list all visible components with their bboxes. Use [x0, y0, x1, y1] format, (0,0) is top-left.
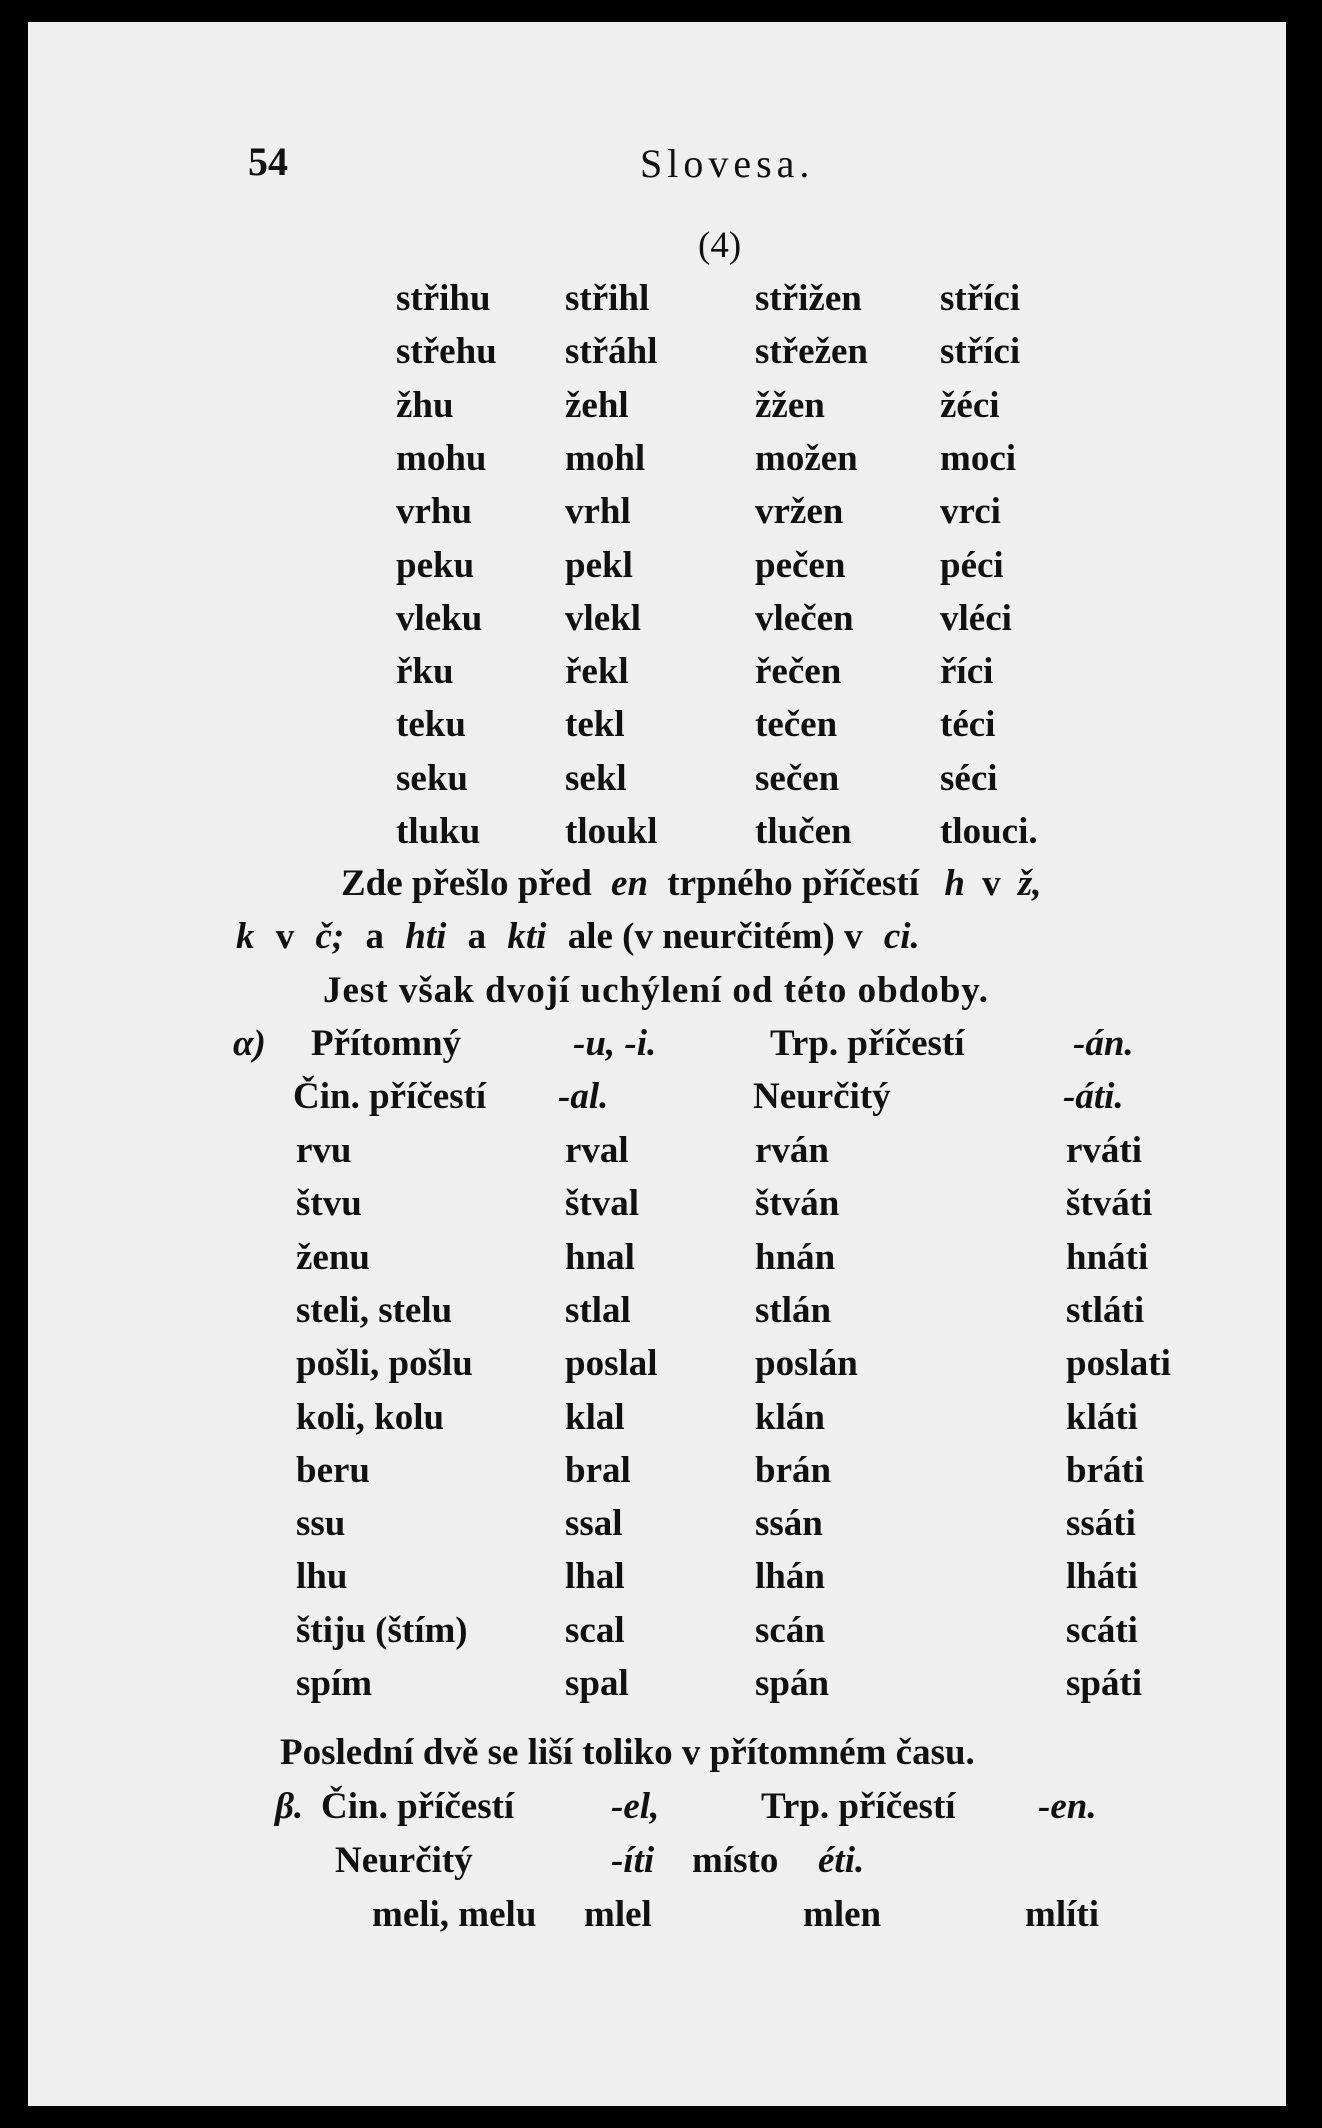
note-letter: č; — [315, 916, 345, 957]
note-letter: h — [944, 863, 965, 904]
table-cell: bráti — [1066, 1449, 1145, 1491]
table-cell: poslán — [755, 1343, 858, 1385]
note-letter: k — [236, 916, 255, 957]
table-cell: ženu — [296, 1236, 370, 1278]
table-cell: koli, kolu — [296, 1396, 445, 1438]
table-cell: štváti — [1066, 1183, 1153, 1225]
beta-infinitive-label: Neurčitý — [335, 1840, 473, 1881]
table-cell: vleku — [396, 597, 483, 639]
group-marker: (4) — [698, 225, 742, 266]
table-cell: peku — [396, 544, 475, 586]
table-cell: stříci — [940, 331, 1021, 373]
table-cell: stlal — [565, 1289, 631, 1331]
table-cell: mlel — [584, 1894, 652, 1935]
note-text: a — [365, 916, 384, 957]
table-cell: scáti — [1066, 1609, 1138, 1651]
table-cell: brán — [755, 1449, 832, 1491]
table-cell: hnáti — [1066, 1236, 1149, 1278]
beta-instead-of: éti. — [818, 1840, 865, 1881]
table-cell: tlučen — [755, 811, 852, 852]
table-cell: hnán — [755, 1236, 836, 1278]
book-page — [28, 22, 1286, 2106]
scan-edge — [1286, 0, 1322, 2128]
table-cell: vlekl — [565, 597, 642, 639]
table-cell: ssu — [296, 1503, 346, 1545]
table-cell: stříci — [940, 278, 1021, 319]
table-cell: rvu — [296, 1130, 352, 1171]
note-line-1 — [341, 865, 1042, 902]
beta-active-label: Čin. příčestí — [321, 1786, 515, 1827]
table-cell: tloukl — [565, 811, 658, 852]
table-cell: střáhl — [565, 331, 658, 373]
table-cell: žžen — [755, 384, 825, 426]
table-cell: hnal — [565, 1236, 635, 1278]
table-cell: sečen — [755, 757, 840, 799]
table-cell: říci — [940, 651, 994, 693]
table-cell: moci — [940, 437, 1017, 479]
table-cell: teku — [396, 704, 466, 746]
beta-marker: β. — [275, 1786, 304, 1827]
note-line-4: Poslední dvě se liší toliko v přítomném času. — [280, 1732, 975, 1773]
table-cell: meli, melu — [372, 1894, 537, 1935]
table-cell: mohu — [396, 437, 487, 479]
table-cell: žhu — [396, 384, 454, 426]
alpha-infinitive-label: Neurčitý — [753, 1076, 891, 1117]
note-suffix: hti — [405, 916, 447, 957]
table-cell: sekl — [565, 757, 627, 799]
table-cell: klal — [565, 1396, 625, 1438]
table-cell: mlíti — [1025, 1894, 1099, 1935]
table-cell: scán — [755, 1609, 825, 1651]
table-cell: stláti — [1066, 1289, 1145, 1331]
table-cell: tečen — [755, 704, 838, 746]
table-cell: štvu — [296, 1183, 362, 1225]
table-cell: tekl — [565, 704, 625, 746]
table-cell: střihl — [565, 278, 650, 319]
alpha-infinitive-suffix: -áti. — [1063, 1076, 1124, 1117]
beta-infinitive-suffix: -íti — [611, 1840, 655, 1881]
note-suffix: kti — [507, 916, 547, 957]
table-cell: vrhu — [396, 491, 473, 533]
table-cell: řku — [396, 651, 454, 693]
table-cell: seku — [396, 757, 468, 799]
note-text: v — [275, 916, 295, 957]
beta-passive-label: Trp. příčestí — [761, 1786, 956, 1827]
table-cell: střižen — [755, 278, 862, 319]
alpha-marker: α) — [233, 1023, 266, 1064]
table-cell: beru — [296, 1449, 370, 1491]
table-cell: vlečen — [755, 597, 854, 639]
table-cell: téci — [940, 704, 996, 746]
table-cell: vrhl — [565, 491, 631, 533]
alpha-active-suffix: -al. — [558, 1076, 609, 1117]
table-cell: mohl — [565, 437, 646, 479]
note-text: a — [467, 916, 487, 957]
table-cell: ssal — [565, 1503, 623, 1545]
table-cell: poslal — [565, 1343, 658, 1385]
table-cell: ssáti — [1066, 1503, 1136, 1545]
note-text: Zde přešlo před — [341, 863, 592, 904]
beta-passive-suffix: -en. — [1038, 1786, 1097, 1827]
table-cell: lhu — [296, 1556, 348, 1598]
table-cell: spán — [755, 1663, 830, 1704]
table-cell: lháti — [1066, 1556, 1138, 1598]
table-cell: možen — [755, 437, 858, 479]
table-cell: tluku — [396, 811, 481, 852]
table-cell: poslati — [1066, 1343, 1171, 1385]
table-cell: spím — [296, 1663, 373, 1704]
note-letter: ž, — [1017, 863, 1042, 904]
table-cell: žéci — [940, 384, 1000, 426]
table-cell: pekl — [565, 544, 633, 586]
table-cell: střehu — [396, 331, 497, 373]
table-cell: pečen — [755, 544, 846, 586]
table-cell: řečen — [755, 651, 842, 693]
table-cell: lhán — [755, 1556, 825, 1598]
table-cell: řekl — [565, 651, 629, 693]
table-cell: péci — [940, 544, 1004, 586]
table-cell: ssán — [755, 1503, 823, 1545]
beta-instead: místo — [692, 1840, 779, 1881]
table-cell: séci — [940, 757, 998, 799]
table-cell: mlen — [803, 1894, 882, 1935]
beta-active-suffix: -el, — [611, 1786, 660, 1827]
table-cell: střežen — [755, 331, 868, 373]
note-text: trpného příčestí — [667, 863, 920, 904]
table-cell: štván — [755, 1183, 840, 1225]
table-cell: spáti — [1066, 1663, 1143, 1704]
table-cell: rval — [565, 1130, 629, 1171]
table-cell: štiju (štím) — [296, 1609, 468, 1651]
table-cell: vržen — [755, 491, 844, 533]
note-text: v — [982, 863, 1001, 904]
note-text: ale (v neurčitém) v — [567, 916, 863, 957]
note-line-3: Jest však dvojí uchýlení od této obdoby. — [323, 970, 990, 1011]
table-cell: vrci — [940, 491, 1001, 533]
table-cell: rváti — [1066, 1130, 1143, 1171]
alpha-present-label: Přítomný — [311, 1023, 462, 1064]
note-suffix: en — [611, 863, 649, 904]
table-cell: bral — [565, 1449, 631, 1491]
running-title: Slovesa. — [640, 141, 815, 186]
note-suffix: ci. — [883, 916, 920, 957]
page-number: 54 — [248, 139, 288, 184]
table-cell: žehl — [565, 384, 629, 426]
table-cell: steli, stelu — [296, 1289, 453, 1331]
note-line-2 — [236, 918, 920, 955]
alpha-passive-label: Trp. příčestí — [770, 1023, 965, 1064]
alpha-passive-suffix: -án. — [1073, 1023, 1134, 1064]
table-cell: stlán — [755, 1289, 832, 1331]
table-cell: kláti — [1066, 1396, 1138, 1438]
table-cell: klán — [755, 1396, 825, 1438]
table-cell: lhal — [565, 1556, 625, 1598]
table-cell: scal — [565, 1609, 625, 1651]
table-cell: pošli, pošlu — [296, 1343, 473, 1385]
table-cell: spal — [565, 1663, 629, 1704]
alpha-active-label: Čin. příčestí — [293, 1076, 487, 1117]
table-cell: štval — [565, 1183, 639, 1225]
table-cell: vléci — [940, 597, 1012, 639]
table-cell: střihu — [396, 278, 491, 319]
alpha-present-suffix: -u, -i. — [573, 1023, 657, 1064]
table-cell: tlouci. — [940, 811, 1038, 852]
table-cell: rván — [755, 1130, 829, 1171]
